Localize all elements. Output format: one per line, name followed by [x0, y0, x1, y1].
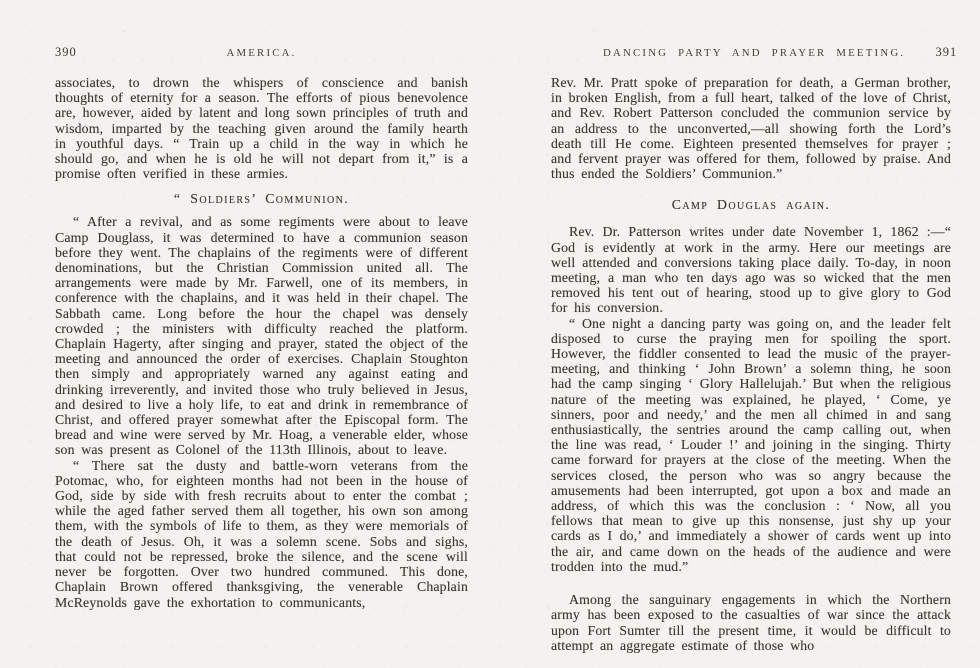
- page-left: [55, 45, 468, 610]
- page-header-left: [55, 45, 468, 60]
- paragraph-dancing-party: “ One night a dancing party was going on, and the leader felt disposed to curse the praying men for spoiling the sport. However, the fiddler consented to lead the music of the prayer-meeting, and thinking ‘ John Brown’ a solemn thing, he soon had the camp singing ‘ Glory Hallelujah.’ But when the religious nature of the meeting was explained, he played, ‘ Come, ye sinners, poor and needy,’ and the men all chimed in and sang enthusiastically, the sentries around the camp calling out, when the line was read, ‘ Louder !’ and joining in the singing. Thirty came forward for prayers at the close of the meeting. When the services closed, the person who was so angry because the amusements had been interrupted, got upon a box and made an address, of which this was the conclusion : ‘ Now, all you fellows that mean to give up this nonsense, just shy up your cards as I do,’ and immediately a shower of cards went up into the air, and came down on the heads of the audience and were trodden into the mud.”: [551, 315, 951, 574]
- page-right: [551, 45, 958, 653]
- page-number-left: 390: [55, 45, 77, 59]
- paragraph-revival: “ After a revival, and as some regiments were about to leave Camp Douglass, it was determined to have a communion season before they went. The chaplains of the regiments were of different denominations, but the Christian Commission united all. The arrangements were made by Mr. Farwell, one of its members, in conference with the chaplains, and it was held in their chapel. The Sabbath came. Long before the hour the chapel was densely crowded ; the ministers with difficulty reached the platform. Chaplain Hagerty, after singing and prayer, stated the object of the meeting and announced the order of exercises. Chaplain Stoughton then simply and appropriately warned any against eating and drinking irreverently, and invited those who truly believed in Jesus, and desired to live a holy life, to eat and drink in remembrance of Christ, and offered prayer somewhat after the Episcopal form. The bread and wine were served by Mr. Hoag, a venerable elder, whose son was present as Colonel of the 113th Illinois, about to leave.: [55, 214, 468, 458]
- paragraph-intro: associates, to drown the whispers of conscience and banish thoughts of eternity for a season. The efforts of pious benevolence are, however, aided by latent and long sown principles of truth and wisdom, imparted by the teaching given around the family hearth in youthful days. “ Train up a child in the way in which he should go, and when he is old he will not depart from it,” is a promise often verified in these armies.: [55, 75, 468, 182]
- paragraph-sanguinary: Among the sanguinary engagements in which the Northern army has been exposed to the casualties of war since the attack upon Fort Sumter till the present time, it would be difficult to attempt an aggregate estimate of those who: [551, 592, 951, 653]
- page-header-right: [551, 45, 958, 60]
- heading-soldiers-communion: “ Soldiers’ Communion.: [173, 191, 350, 207]
- running-head-left: AMERICA.: [226, 47, 297, 59]
- paragraph-pratt: Rev. Mr. Pratt spoke of preparation for death, a German brother, in broken English, from a full heart, talked of the love of Christ, and Rev. Robert Patterson concluded the communion service by an address to the unconverted,—all showing forth the Lord’s death till He come. Eighteen presented themselves for prayer ; and fervent prayer was offered for them, followed by praise. And thus ended the Soldiers’ Communion.”: [551, 75, 951, 182]
- paragraph-patterson: Rev. Dr. Patterson writes under date November 1, 1862 :—“ God is evidently at work in the army. Here our meetings are well attended and conversions taking place daily. To-day, in noon meeting, a man who ten days ago was so wicked that the men removed his tent out of hearing, stood up to give glory to God for his conversion.: [551, 224, 951, 316]
- running-head-right: DANCING PARTY AND PRAYER MEETING.: [603, 47, 906, 59]
- page-number-right: 391: [935, 45, 958, 59]
- paragraph-veterans: “ There sat the dusty and battle-worn veterans from the Potomac, who, for eighteen months had not been in the house of God, side by side with fresh recruits about to enter the combat ; while the aged father served them all together, his own son among them, with the symbols of life to them, as they were memorials of the death of Jesus. Oh, it was a solemn scene. Sobs and sighs, that could not be repressed, broke the silence, and the scene will never be forgotten. Over two hundred communed. This done, Chaplain Brown offered thanksgiving, the venerable Chaplain McReynolds gave the exhortation to communicants,: [55, 457, 468, 610]
- heading-camp-douglas-again: Camp Douglas again.: [671, 197, 831, 213]
